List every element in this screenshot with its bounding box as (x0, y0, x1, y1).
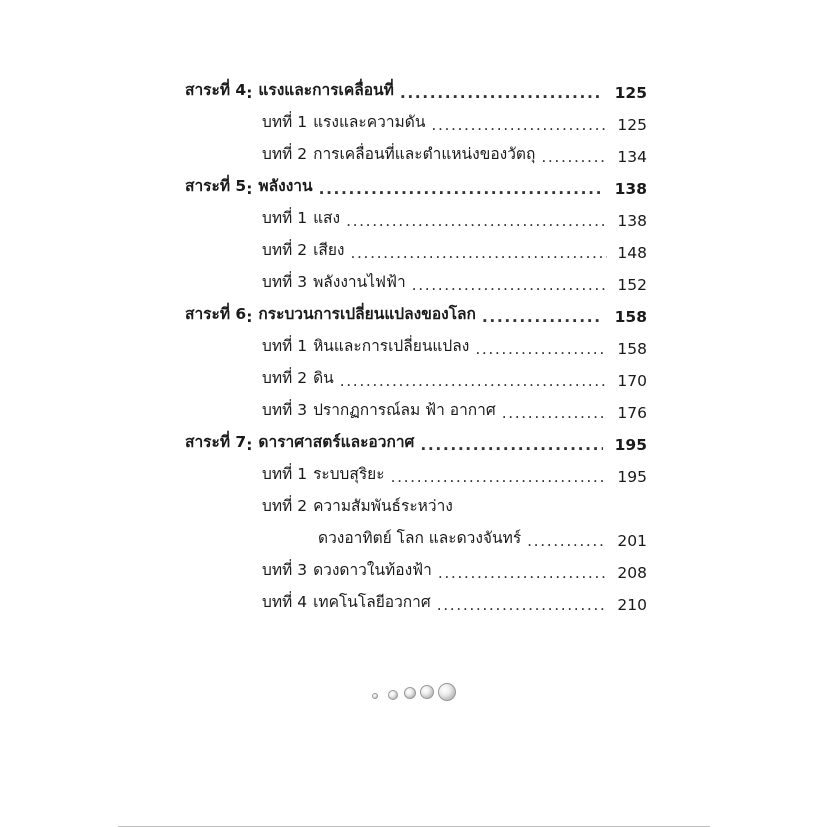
page-number: 138 (614, 180, 647, 198)
lesson-number: บทที่ 3 (262, 401, 308, 419)
lesson-title: แสง (313, 209, 341, 227)
page-number: 210 (617, 596, 647, 614)
unit-separator: : (246, 84, 253, 102)
page-number: 125 (617, 116, 647, 134)
dot-leader (340, 372, 607, 390)
lesson-number: บทที่ 2 (262, 497, 308, 515)
unit-number: สาระที่ 6 (185, 305, 247, 323)
lesson-title: ดิน (313, 369, 334, 387)
unit-separator: : (246, 308, 253, 326)
page-number: 170 (617, 372, 647, 390)
toc-lesson-row[interactable] (262, 584, 647, 614)
lesson-title: พลังงานไฟฟ้า (313, 273, 406, 291)
page-number: 158 (614, 308, 647, 326)
lesson-number: บทที่ 1 (262, 337, 308, 355)
lesson-number: บทที่ 1 (262, 209, 308, 227)
page-number: 148 (617, 244, 647, 262)
bubble-icon (420, 685, 434, 699)
lesson-number: บทที่ 2 (262, 145, 308, 163)
page-number: 138 (617, 212, 647, 230)
dot-leader (527, 532, 607, 550)
lesson-number: บทที่ 1 (262, 113, 308, 131)
lesson-title: เทคโนโลยีอวกาศ (313, 593, 431, 611)
bubbles-ornament-icon (370, 682, 470, 706)
page-number: 195 (617, 468, 647, 486)
unit-separator: : (246, 180, 253, 198)
toc-unit-row[interactable] (185, 168, 647, 198)
toc-lesson-row[interactable] (262, 488, 647, 518)
page-number: 152 (617, 276, 647, 294)
unit-title: แรงและการเคลื่อนที่ (258, 81, 394, 99)
lesson-number: บทที่ 3 (262, 273, 308, 291)
dot-leader (437, 596, 607, 614)
bubble-icon (388, 690, 398, 700)
unit-number: สาระที่ 4 (185, 81, 247, 99)
lesson-number: บทที่ 1 (262, 465, 308, 483)
toc-lesson-row[interactable] (262, 456, 647, 486)
lesson-number: บทที่ 2 (262, 241, 308, 259)
page-number: 176 (617, 404, 647, 422)
page-number: 158 (617, 340, 647, 358)
lesson-title: หินและการเปลี่ยนแปลง (313, 337, 470, 355)
toc-lesson-row[interactable] (262, 264, 647, 294)
dot-leader (438, 564, 607, 582)
dot-leader (420, 436, 603, 454)
lesson-title: ดวงดาวในท้องฟ้า (313, 561, 432, 579)
dot-leader (502, 404, 607, 422)
lesson-title: เสียง (313, 241, 345, 259)
lesson-title: แรงและความดัน (313, 113, 426, 131)
toc-lesson-row[interactable] (262, 392, 647, 422)
dot-leader (346, 212, 607, 230)
lesson-number: บทที่ 2 (262, 369, 308, 387)
lesson-title: การเคลื่อนที่และตำแหน่งของวัตถุ (313, 145, 536, 163)
dot-leader (400, 84, 603, 102)
dot-leader (431, 116, 607, 134)
dot-leader (391, 468, 607, 486)
toc-unit-row[interactable] (185, 296, 647, 326)
bubble-icon (404, 687, 416, 699)
toc-lesson-row[interactable] (262, 200, 647, 230)
unit-number: สาระที่ 7 (185, 433, 247, 451)
toc-lesson-row[interactable] (262, 104, 647, 134)
page-number: 201 (617, 532, 647, 550)
unit-title: ดาราศาสตร์และอวกาศ (258, 433, 415, 451)
dot-leader (475, 340, 607, 358)
lesson-title: ความสัมพันธ์ระหว่าง (313, 497, 453, 515)
lesson-number: บทที่ 4 (262, 593, 308, 611)
toc-unit-row[interactable] (185, 424, 647, 454)
page-number: 195 (614, 436, 647, 454)
toc-lesson-continuation[interactable] (318, 520, 647, 550)
bubble-icon (372, 693, 378, 699)
dot-leader (541, 148, 607, 166)
unit-separator: : (246, 436, 253, 454)
lesson-number: บทที่ 3 (262, 561, 308, 579)
toc-lesson-row[interactable] (262, 552, 647, 582)
unit-title: กระบวนการเปลี่ยนแปลงของโลก (258, 305, 476, 323)
toc-lesson-row[interactable] (262, 136, 647, 166)
lesson-title: ระบบสุริยะ (313, 465, 385, 483)
dot-leader (412, 276, 607, 294)
dot-leader (319, 180, 603, 198)
toc-lesson-row[interactable] (262, 328, 647, 358)
unit-title: พลังงาน (258, 177, 313, 195)
page-number: 134 (617, 148, 647, 166)
lesson-title-continuation: ดวงอาทิตย์ โลก และดวงจันทร์ (318, 529, 522, 547)
bubble-icon (438, 683, 456, 701)
toc-unit-row[interactable] (185, 72, 647, 102)
page-number: 125 (614, 84, 647, 102)
dot-leader (482, 308, 603, 326)
toc-lesson-row[interactable] (262, 232, 647, 262)
unit-number: สาระที่ 5 (185, 177, 247, 195)
page-number: 208 (617, 564, 647, 582)
lesson-title: ปรากฏการณ์ลม ฟ้า อากาศ (313, 401, 496, 419)
dot-leader (350, 244, 607, 262)
toc-lesson-row[interactable] (262, 360, 647, 390)
